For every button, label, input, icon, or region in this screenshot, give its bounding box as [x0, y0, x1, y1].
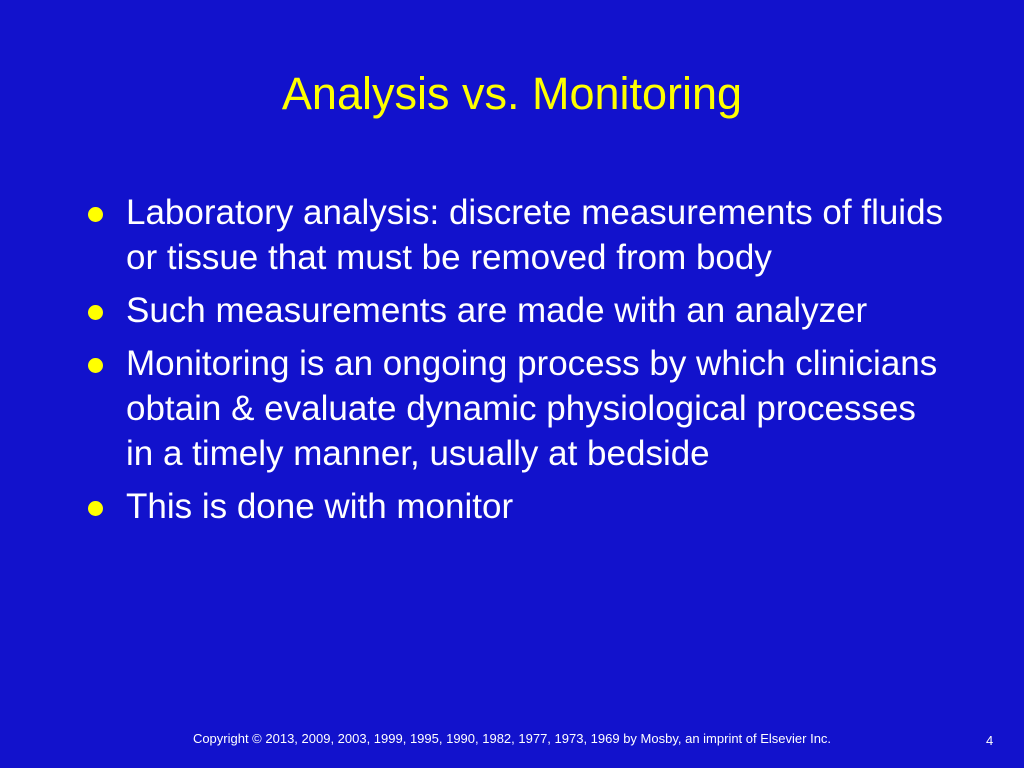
copyright-text: Copyright © 2013, 2009, 2003, 1999, 1995, 1990, 1982, 1977, 1973, 1969 by Mosby, an imprint of Elsevier Inc.	[192, 731, 832, 746]
bullet-item	[88, 484, 948, 529]
bullet-dot-icon	[88, 207, 103, 222]
bullet-dot-icon	[88, 358, 103, 373]
bullet-item	[88, 288, 948, 333]
bullet-dot-icon	[88, 305, 103, 320]
bullet-item	[88, 341, 948, 476]
bullet-text: This is done with monitor	[126, 487, 514, 526]
bullet-text: Laboratory analysis: discrete measurements of fluids or tissue that must be removed from body	[126, 193, 944, 277]
bullet-text: Such measurements are made with an analyzer	[126, 291, 868, 330]
bullet-dot-icon	[88, 501, 103, 516]
bullet-list	[88, 190, 948, 537]
bullet-text: Monitoring is an ongoing process by which clinicians obtain & evaluate dynamic physiological processes in a timely manner, usually at bedside	[126, 344, 938, 473]
slide-title: Analysis vs. Monitoring	[281, 68, 743, 119]
bullet-item	[88, 190, 948, 280]
page-number: 4	[986, 733, 994, 748]
